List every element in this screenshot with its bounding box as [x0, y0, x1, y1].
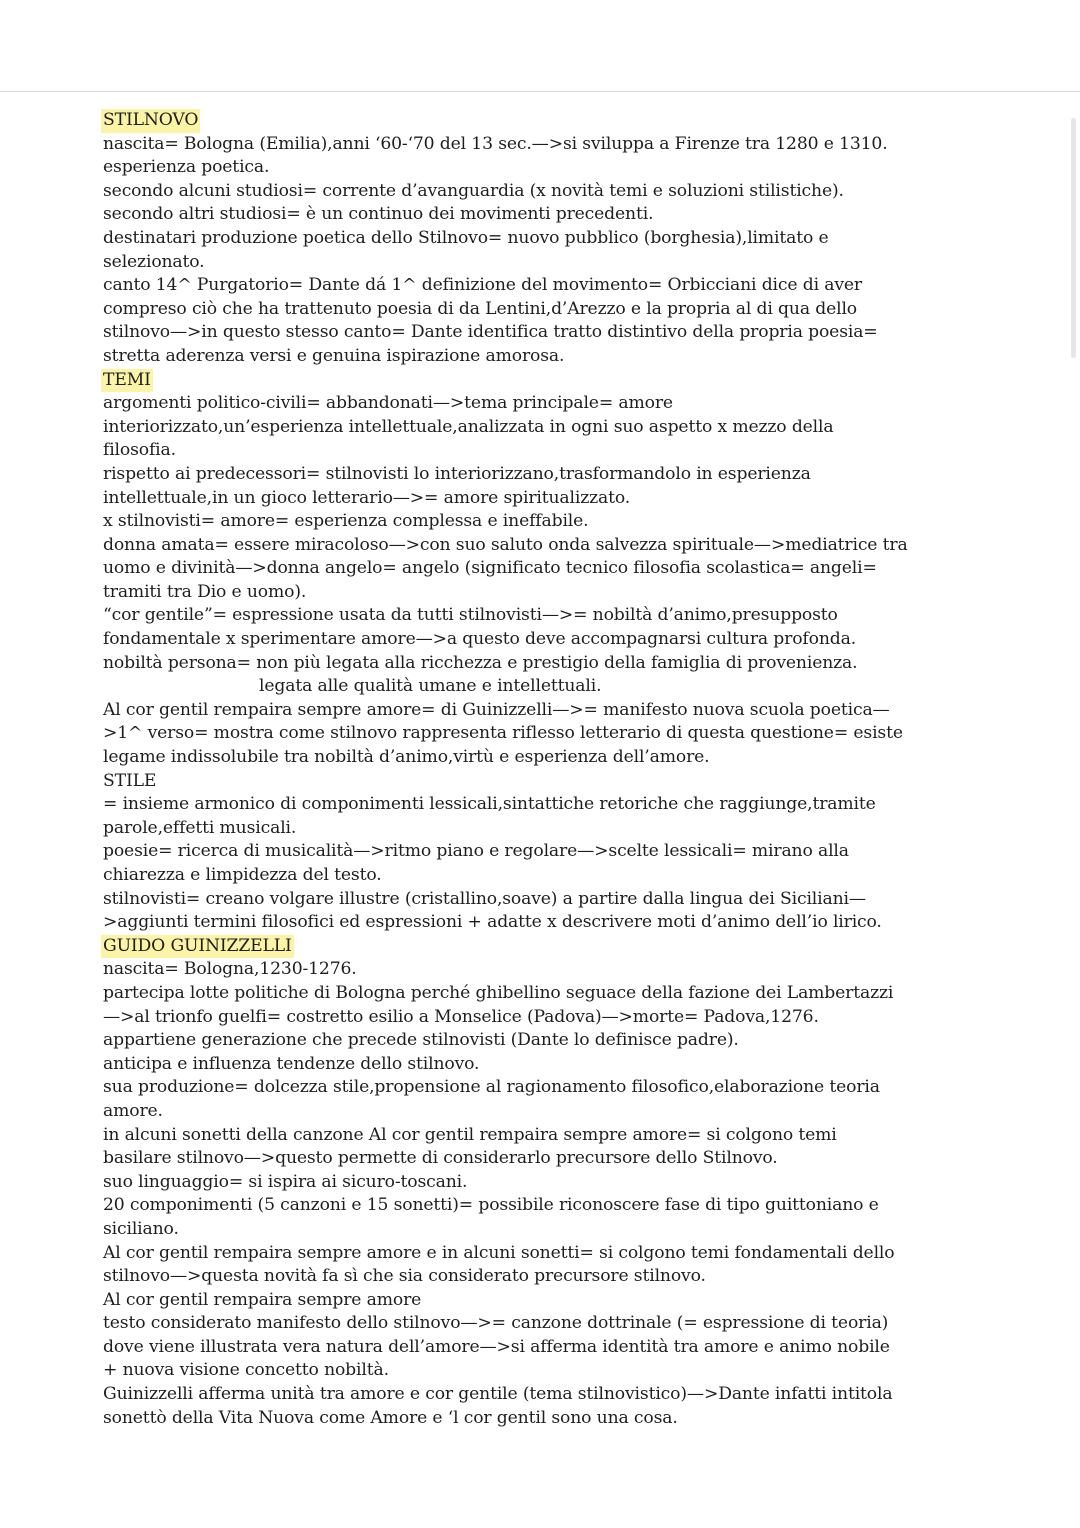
text-line: parole,effetti musicali. — [103, 817, 297, 838]
text-line: selezionato. — [103, 251, 205, 272]
text-line: in alcuni sonetti della canzone Al cor gentil rempaira sempre amore= si colgono temi — [103, 1124, 837, 1145]
section-heading: STILNOVO — [101, 109, 200, 133]
text-line: dove viene illustrata vera natura dell’amore—>si afferma identità tra amore e animo nobile — [103, 1336, 890, 1357]
text-line: x stilnovisti= amore= esperienza complessa e ineffabile. — [103, 511, 589, 532]
section-heading: GUIDO GUINIZZELLI — [101, 935, 294, 959]
section-heading: TEMI — [101, 369, 153, 393]
text-line: nascita= Bologna,1230-1276. — [103, 959, 357, 980]
text-line: amore. — [103, 1100, 163, 1121]
text-line: testo considerato manifesto dello stilnovo—>= canzone dottrinale (= espressione di teoria) — [103, 1313, 889, 1334]
text-line: nobiltà persona= non più legata alla ricchezza e prestigio della famiglia di provenienza. — [103, 652, 858, 673]
text-line: stretta aderenza versi e genuina ispirazione amorosa. — [103, 345, 565, 366]
scrollbar[interactable] — [1071, 118, 1076, 358]
text-line: anticipa e influenza tendenze dello stilnovo. — [103, 1053, 480, 1074]
text-line: stilnovo—>questa novità fa sì che sia considerato precursore stilnovo. — [103, 1266, 706, 1287]
text-line: suo linguaggio= si ispira ai sicuro-toscani. — [103, 1171, 468, 1192]
section-heading-row — [103, 935, 993, 959]
text-line: Al cor gentil rempaira sempre amore= di Guinizzelli—>= manifesto nuova scuola poetica— — [103, 699, 890, 720]
text-line: donna amata= essere miracoloso—>con suo saluto onda salvezza spirituale—>mediatrice tra — [103, 534, 908, 555]
text-line: chiarezza e limpidezza del testo. — [103, 865, 382, 885]
section-heading-row — [103, 109, 993, 133]
text-line: Al cor gentil rempaira sempre amore — [103, 1289, 422, 1310]
text-line: secondo alcuni studiosi= corrente d’avanguardia (x novità temi e soluzioni stilistiche). — [103, 180, 844, 201]
text-line: = insieme armonico di componimenti lessicali,sintattiche retoriche che raggiunge,tramite — [103, 794, 876, 815]
document-page — [103, 109, 993, 1430]
text-line: stilnovisti= creano volgare illustre (cristallino,soave) a partire dalla lingua dei Siciliani— — [103, 888, 866, 909]
text-line: “cor gentile”= espressione usata da tutti stilnovisti—>= nobiltà d’animo,presupposto — [103, 605, 838, 626]
section-heading-row — [103, 369, 993, 393]
text-line: interiorizzato,un’esperienza intellettuale,analizzata in ogni suo aspetto x mezzo della — [103, 416, 834, 437]
text-line: siciliano. — [103, 1218, 179, 1239]
text-line: appartiene generazione che precede stilnovisti (Dante lo definisce padre). — [103, 1030, 739, 1051]
text-line: canto 14^ Purgatorio= Dante dá 1^ definizione del movimento= Orbicciani dice di aver — [103, 275, 862, 296]
text-line: intellettuale,in un gioco letterario—>= amore spiritualizzato. — [103, 487, 631, 508]
text-line: destinatari produzione poetica dello Stilnovo= nuovo pubblico (borghesia),limitato e — [103, 227, 829, 248]
section-heading: STILE — [103, 770, 157, 791]
text-line: Al cor gentil rempaira sempre amore e in alcuni sonetti= si colgono temi fondamentali dello — [103, 1242, 895, 1263]
text-line: argomenti politico-civili= abbandonati—>tema principale= amore — [103, 393, 673, 414]
text-line: fondamentale x sperimentare amore—>a questo deve accompagnarsi cultura profonda. — [103, 629, 857, 650]
text-line: + nuova visione concetto nobiltà. — [103, 1360, 389, 1381]
text-line: nascita= Bologna (Emilia),anni ‘60-‘70 del 13 sec.—>si sviluppa a Firenze tra 1280 e 1310. — [103, 133, 888, 154]
text-line: secondo altri studiosi= è un continuo dei movimenti precedenti. — [103, 204, 654, 225]
text-line: rispetto ai predecessori= stilnovisti lo interiorizzano,trasformandolo in esperienza — [103, 463, 811, 484]
text-line: stilnovo—>in questo stesso canto= Dante identifica tratto distintivo della propria poesia= — [103, 322, 878, 343]
text-line: tramiti tra Dio e uomo). — [103, 581, 307, 602]
section-heading-row — [103, 770, 993, 794]
text-line: >aggiunti termini filosofici ed espressioni + adatte x descrivere moti d’animo dell’io lirico. — [103, 912, 882, 933]
text-line: sua produzione= dolcezza stile,propensione al ragionamento filosofico,elaborazione teoria — [103, 1077, 880, 1098]
text-line: uomo e divinità—>donna angelo= angelo (significato tecnico filosofia scolastica= angeli= — [103, 558, 877, 579]
text-line: basilare stilnovo—>questo permette di considerarlo precursore dello Stilnovo. — [103, 1148, 778, 1169]
text-line: 20 componimenti (5 canzoni e 15 sonetti)= possibile riconoscere fase di tipo guittoniano e — [103, 1195, 879, 1216]
text-line: Guinizzelli afferma unità tra amore e cor gentile (tema stilnovistico)—>Dante infatti intitola — [103, 1384, 893, 1405]
text-line: poesie= ricerca di musicalità—>ritmo piano e regolare—>scelte lessicali= mirano alla — [103, 841, 849, 862]
text-line: >1^ verso= mostra come stilnovo rappresenta riflesso letterario di questa questione= esiste — [103, 723, 903, 744]
text-line: esperienza poetica. — [103, 157, 270, 178]
text-line: filosofia. — [103, 440, 176, 461]
top-bar — [0, 0, 1080, 92]
text-line: —>al trionfo guelfi= costretto esilio a Monselice (Padova)—>morte= Padova,1276. — [103, 1006, 819, 1027]
text-line: legame indissolubile tra nobiltà d’animo,virtù e esperienza dell’amore. — [103, 747, 710, 768]
text-line: sonettò della Vita Nuova come Amore e ‘l cor gentil sono una cosa. — [103, 1407, 678, 1428]
text-line: legata alle qualità umane e intellettuali. — [259, 676, 602, 697]
text-line: partecipa lotte politiche di Bologna perché ghibellino seguace della fazione dei Lambertazzi — [103, 982, 894, 1003]
text-line: compreso ciò che ha trattenuto poesia di da Lentini,d’Arezzo e la propria al di qua dello — [103, 298, 858, 319]
